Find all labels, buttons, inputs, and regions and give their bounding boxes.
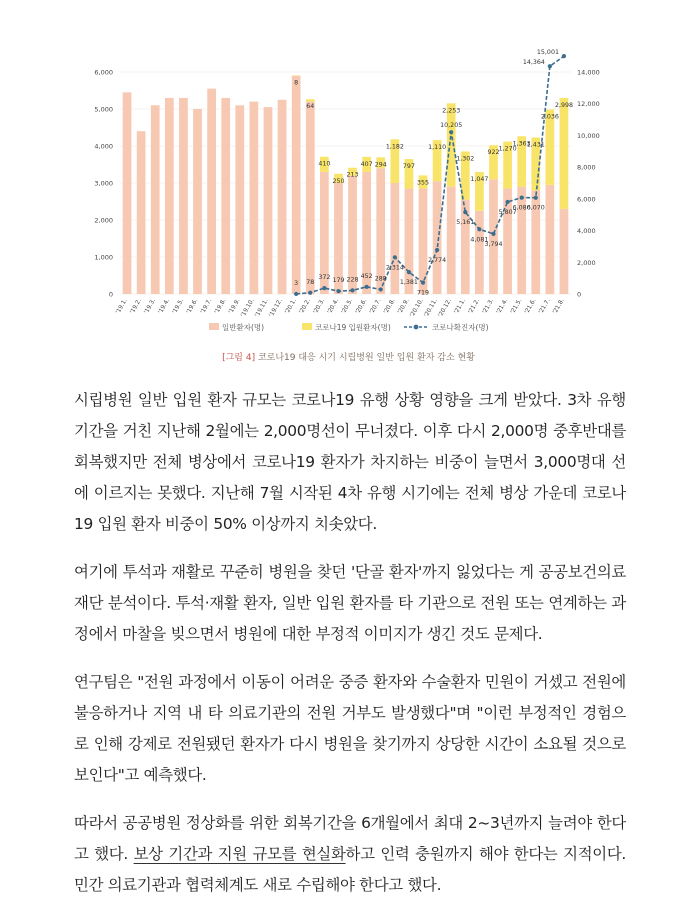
x-tick-label: '19.11. [254, 298, 269, 318]
x-tick-label: '21.7. [538, 298, 551, 315]
legend-label-general: 일반환자(명) [222, 322, 264, 332]
x-tick-label: '20.2. [299, 298, 312, 315]
bar-general [475, 211, 484, 294]
bar-value-label: 2,036 [541, 114, 559, 121]
confirmed-value-label: 228 [347, 276, 359, 283]
confirmed-value-label: 10,205 [440, 122, 462, 129]
bar-general [545, 185, 554, 294]
caption-text: 코로나19 대응 시기 시립병원 일반 입원 환자 감소 현황 [258, 353, 475, 363]
x-tick-label: '20.7. [369, 298, 382, 315]
x-tick-label: '19.3. [144, 298, 157, 315]
confirmed-point [322, 286, 326, 290]
bar-value-label: 922 [487, 149, 499, 156]
confirmed-point [379, 287, 383, 291]
bar-general [179, 98, 188, 294]
bar-value-label: 8 [294, 79, 298, 86]
paragraph-3: 연구팀은 "전원 과정에서 이동이 어려운 중증 환자와 수술환자 민원이 거셌고 전원에 불응하거나 지역 내 타 의료기관의 전원 거부도 발생했다"며 "이런 부정적인 경험으로 인해 강제로 전원됐던 환자가 다시 병원을 찾기까지 상당한 시간이 소요될 것으로 보인다"고 예측했다. [74, 667, 626, 791]
x-axis-labels [115, 298, 565, 318]
x-tick-label: '21.1. [454, 298, 467, 315]
x-tick-label: '19.5. [172, 298, 185, 315]
right-tick-label: 14,000 [577, 69, 600, 77]
x-tick-label: '19.10. [240, 298, 255, 318]
confirmed-value-label: 3,794 [484, 241, 502, 248]
x-tick-label: '21.2. [468, 298, 481, 315]
bar-general [250, 102, 259, 294]
paragraph-4 [74, 808, 626, 901]
confirmed-point [294, 292, 298, 296]
right-tick-label: 4,000 [577, 227, 596, 235]
bar-general [221, 98, 230, 294]
right-tick-label: 0 [577, 291, 581, 299]
confirmed-value-label: 452 [361, 273, 373, 280]
legend-swatch-covid [302, 323, 312, 330]
x-tick-label: '20.11. [424, 298, 439, 318]
confirmed-point [548, 64, 552, 68]
x-tick-label: '19.9. [228, 298, 241, 315]
bar-value-label: 294 [375, 161, 387, 168]
confirmed-value-label: 1,381 [400, 279, 418, 286]
article-body [74, 385, 626, 918]
bar-value-label: 250 [332, 178, 344, 185]
bar-value-label: 410 [318, 161, 330, 168]
bar-general [264, 107, 273, 294]
bars [123, 75, 569, 294]
left-tick-label: 3,000 [94, 180, 113, 188]
confirmed-value-label: 4,081 [470, 236, 488, 243]
bar-general [278, 100, 287, 294]
bar-general [235, 105, 244, 294]
legend-label-confirmed: 코로나확진자(명) [432, 322, 489, 332]
paragraph-2: 여기에 투석과 재활로 꾸준히 병원을 찾던 '단골 환자'까지 잃었다는 게 공공보건의료재단 분석이다. 투석·재활 환자, 일반 입원 환자를 타 기관으로 전원 또는 연계하는 과정에서 마찰을 빚으면서 병원에 대한 부정적 이미지가 생긴 것도 문제다. [74, 557, 626, 650]
legend-marker-confirmed [414, 325, 419, 330]
bar-value-label: 1,047 [470, 176, 488, 183]
bar-value-label: 797 [403, 163, 415, 170]
confirmed-point [477, 227, 481, 231]
left-tick-label: 0 [109, 291, 113, 299]
underlined-phrase: 보상 기간과 지원 규모를 현실화 [134, 845, 346, 863]
x-tick-label: '20.8. [383, 298, 396, 315]
left-tick-label: 4,000 [94, 143, 113, 151]
x-tick-label: '21.8. [552, 298, 565, 315]
bar-value-label: 355 [417, 179, 429, 186]
left-tick-label: 5,000 [94, 106, 113, 114]
x-tick-label: '20.1. [285, 298, 298, 315]
x-tick-label: '20.4. [327, 298, 340, 315]
bar-general [433, 181, 442, 294]
left-tick-label: 1,000 [94, 254, 113, 262]
bar-covid-inpatient [545, 110, 554, 185]
x-tick-label: '20.12. [438, 298, 453, 318]
confirmed-point [350, 288, 354, 292]
right-axis [577, 69, 600, 299]
bar-value-label: 1,363 [513, 140, 531, 147]
right-tick-label: 10,000 [577, 132, 600, 140]
bar-value-label: 2,998 [555, 102, 573, 109]
x-tick-label: '21.4. [496, 298, 509, 315]
bar-general [165, 98, 174, 294]
x-tick-label: '19.7. [200, 298, 213, 315]
bar-general [390, 183, 399, 294]
confirmed-point [365, 285, 369, 289]
bar-general [193, 109, 202, 294]
confirmed-value-label: 3 [294, 280, 298, 287]
bar-general [137, 131, 146, 294]
confirmed-value-label: 15,001 [537, 49, 559, 56]
bar-covid-inpatient [306, 99, 315, 101]
bar-general [447, 187, 456, 294]
confirmed-value-label: 719 [417, 290, 429, 297]
left-tick-label: 2,000 [94, 217, 113, 225]
right-tick-label: 8,000 [577, 164, 596, 172]
left-axis [94, 69, 113, 299]
confirmed-point [505, 200, 509, 204]
paragraph-4-end: 하고 인력 충원까지 해야 한다는 지적이다. 민간 의료기관과 협력체계도 새로 수립해야 한다고 했다. [74, 845, 626, 894]
confirmed-value-label: 14,364 [523, 59, 545, 66]
right-tick-label: 6,000 [577, 195, 596, 203]
x-tick-label: '19.6. [186, 298, 199, 315]
bar-value-label: 1,302 [456, 155, 474, 162]
x-tick-label: '20.3. [313, 298, 326, 315]
confirmed-point [336, 289, 340, 293]
confirmed-point [308, 291, 312, 295]
bar-general [419, 189, 428, 294]
x-tick-label: '19.2. [130, 298, 143, 315]
legend [209, 322, 489, 332]
chart [0, 0, 697, 345]
x-tick-label: '20.9. [397, 298, 410, 315]
confirmed-point [449, 130, 453, 134]
bar-covid-inpatient [560, 98, 569, 209]
x-tick-label: '20.5. [341, 298, 354, 315]
bar-value-label: 407 [361, 161, 373, 168]
confirmed-value-label: 179 [332, 277, 344, 284]
legend-label-covid: 코로나19 입원환자(명) [315, 322, 391, 332]
bar-general [560, 209, 569, 294]
x-tick-label: '19.4. [158, 298, 171, 315]
caption-tag: [그림 4] [222, 353, 255, 363]
confirmed-value-label: 2,314 [386, 264, 404, 271]
confirmed-value-label: 2,774 [428, 257, 446, 264]
x-tick-label: '21.5. [510, 298, 523, 315]
bar-value-label: 1,270 [499, 146, 517, 153]
x-tick-label: '19.8. [214, 298, 227, 315]
confirmed-point [421, 280, 425, 284]
bar-value-label: 213 [347, 172, 359, 179]
bar-general [292, 76, 301, 294]
bar-general [306, 102, 315, 294]
figure-caption [0, 350, 697, 363]
x-tick-label: '20.10. [410, 298, 425, 318]
bar-value-label: 1,110 [428, 144, 446, 151]
confirmed-point [562, 54, 566, 58]
paragraph-4-start: 따라서 공공병원 정상화를 위한 회복기간을 6개월에서 최대 2~3년까지 늘려야 한다고 했다. [74, 814, 626, 863]
confirmed-point [491, 232, 495, 236]
confirmed-value-label: 6,070 [527, 205, 545, 212]
confirmed-value-label: 372 [318, 274, 330, 281]
confirmed-value-label: 6,080 [513, 205, 531, 212]
bar-general [503, 189, 512, 294]
left-tick-label: 6,000 [94, 69, 113, 77]
bar-value-label: 1,182 [386, 143, 404, 150]
bar-general [151, 105, 160, 294]
paragraph-1: 시립병원 일반 입원 환자 규모는 코로나19 유행 상황 영향을 크게 받았다. 3차 유행 기간을 거친 지난해 2월에는 2,000명선이 무너졌다. 이후 다시 2,000명 중후반대를 회복했지만 전체 병상에서 코로나19 환자가 차지하는 비중이 늘면서 3,000명대 선에 이르지는 못했다. 지난해 7월 시작된 4차 유행 시기에는 전체 병상 가운데 코로나19 입원 환자 비중이 50% 이상까지 치솟았다. [74, 385, 626, 540]
bar-value-label: 64 [306, 103, 314, 110]
confirmed-point [407, 270, 411, 274]
confirmed-value-label: 5,161 [456, 219, 474, 226]
bar-general [489, 179, 498, 294]
confirmed-point [534, 196, 538, 200]
confirmed-value-label: 5,807 [499, 209, 517, 216]
bar-general [517, 187, 526, 294]
confirmed-point [520, 195, 524, 199]
confirmed-point [463, 210, 467, 214]
x-tick-label: '19.1. [115, 298, 128, 315]
x-tick-label: '19.12. [269, 298, 284, 318]
x-tick-label: '21.6. [524, 298, 537, 315]
legend-swatch-general [209, 323, 219, 330]
bar-value-label: 2,253 [442, 107, 460, 114]
right-tick-label: 2,000 [577, 259, 596, 267]
confirmed-value-label: 78 [306, 279, 314, 286]
confirmed-point [435, 248, 439, 252]
x-tick-label: '20.6. [355, 298, 368, 315]
bar-general [123, 92, 132, 294]
confirmed-value-label: 288 [375, 275, 387, 282]
confirmed-point [393, 255, 397, 259]
bar-value-label: 1,431 [527, 141, 545, 148]
bar-general [207, 89, 216, 294]
right-tick-label: 12,000 [577, 100, 600, 108]
x-tick-label: '21.3. [482, 298, 495, 315]
